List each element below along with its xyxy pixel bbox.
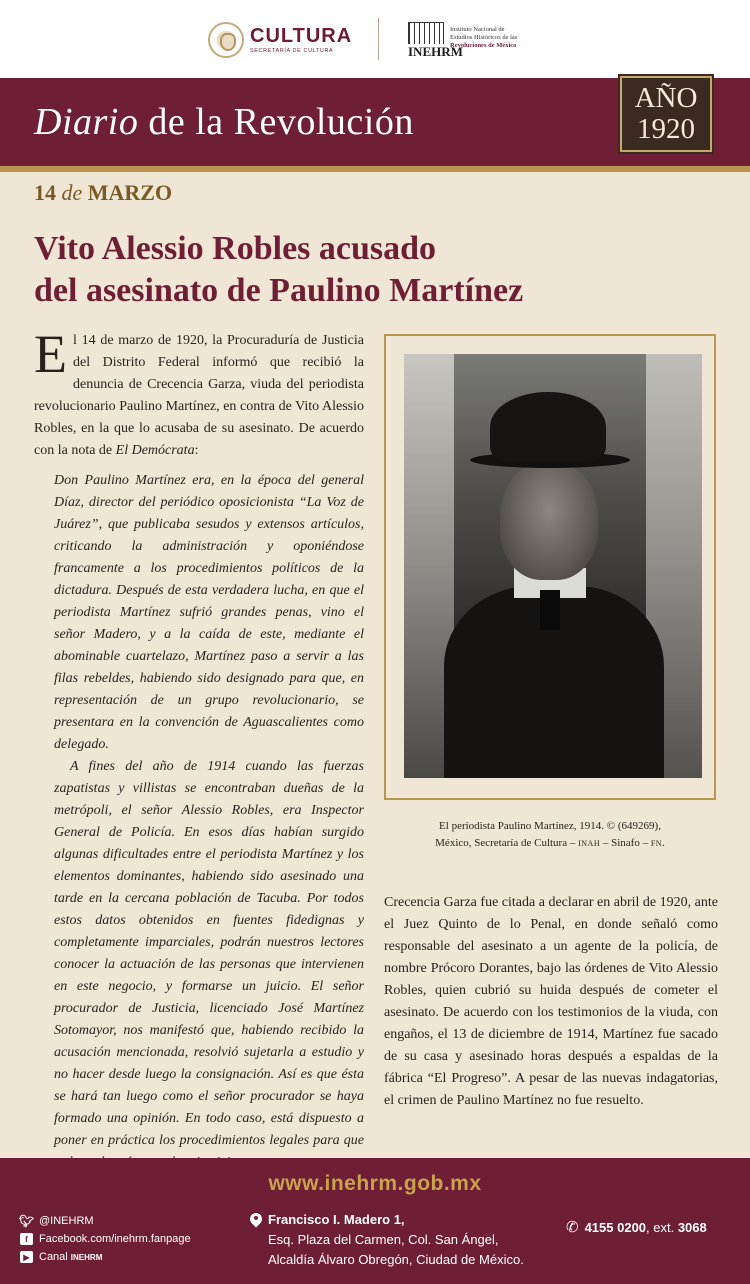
date-line [34,180,172,206]
youtube-channel: INEHRM [70,1253,103,1262]
photo-frame [384,334,716,800]
date-day: 14 [34,180,56,205]
caption-fn: FN [650,839,663,848]
cultura-subtitle: SECRETARÍA DE CULTURA [250,48,334,54]
phone-block[interactable] [566,1218,736,1236]
social-links [20,1212,240,1266]
banner-gold-rule [0,166,750,172]
facebook-url: Facebook.com/inehrm.fanpage [39,1233,191,1245]
phone-number: 4155 0200 [584,1219,647,1235]
twitter-handle: @INEHRM [39,1215,94,1227]
date-month: MARZO [87,180,173,205]
banner-title-italic: Diario [34,101,139,143]
twitter-icon: 🐦︎ [18,1214,35,1228]
youtube-icon: ▶ [20,1251,33,1263]
youtube-link[interactable] [20,1248,240,1266]
banner-title [34,100,414,144]
facebook-link[interactable] [20,1230,240,1248]
left-column [34,324,364,1174]
portrait-photo [404,354,702,778]
headline-line2: del asesinato de Paulino Martínez [34,272,524,309]
year-badge [620,76,712,152]
youtube-label: Canal [39,1251,71,1263]
phone-ext: 3068 [677,1219,707,1235]
mexico-seal-icon [208,22,244,58]
intro-paragraph [34,324,364,462]
inehrm-wordmark: INEHRM [408,44,463,59]
inehrm-description [450,26,560,50]
phone-icon: ✆ [566,1219,579,1236]
address-street: Francisco I. Madero 1, [268,1212,405,1227]
photo-face [500,462,598,580]
year-number: 1920 [637,113,695,145]
building-icon [408,22,444,44]
quote-block [34,470,364,1174]
banner-title-rest: de la Revolución [138,101,414,143]
address-block [250,1210,550,1270]
headline [34,228,724,312]
headline-line1: Vito Alessio Robles acusado [34,230,437,267]
year-word: AÑO [634,82,698,114]
inehrm-logo[interactable] [406,22,556,58]
photo-hat [490,392,606,462]
date-de: de [61,180,83,205]
photo-caption [384,818,716,852]
cultura-logo[interactable] [208,20,352,60]
intro-text: l 14 de marzo de 1920, la Procuraduría de Justicia del Distrito Federal informó que recibió la denuncia de Crecencia Garza, viuda del periodista revolucionario Paulino Martínez, en contra de Vito Alessio Robles, en la que lo acusaba de su asesinato. De acuerdo con la nota de [34,333,364,458]
inehrm-desc-line3: Revoluciones de México [450,42,517,49]
logo-divider [378,18,379,60]
caption-line2 [384,835,716,852]
quote-paragraph-2: A fines del año de 1914 cuando las fuerzas zapatistas y villistas se encontraban dueñas de la metrópoli, el señor Alessio Robles, era Inspector General de Policía. En esos días habían surgido algunas dificultades entre el periodista Martínez y los elementos dominantes, habiendo sido asesinado una tarde en la cercana población de Tacuba. Por todos estos datos obtenidos en fuentes fidedignas y completamente imparciales, podrán nuestros lectores conocer la actuación de las personas que intervienen en este negocio, y formarse un juicio. El señor procurador de Justicia, licenciado José Martínez Sotomayor, nos manifestó que, habiendo recibido la acusación mencionada, resolvió sujetarla a estudio y no hacer desde luego la consignación. Así es que ésta se hará tan luego como el señor procurador se haya formado una opinión. En todo caso, está dispuesto a poner en práctica los procedimientos legales para que [54,759,364,1148]
newspaper-name: El Demócrata [115,443,195,458]
phone-ext-label: , ext. [646,1219,678,1235]
location-pin-icon [250,1213,262,1229]
caption-end: . [662,837,665,849]
top-logo-bar [0,0,750,78]
caption-mid: – Sinafo – [600,837,651,849]
facebook-icon: f [20,1233,33,1245]
cultura-wordmark: CULTURA [250,25,353,47]
address-line3: Alcaldía Álvaro Obregón, Ciudad de México. [268,1252,524,1267]
right-column-paragraph: Crecencia Garza fue citada a declarar en abril de 1920, ante el Juez Quinto de lo Penal, en donde señaló como responsable del asesinato a un agente de la policía, de nombre Prócoro Dorantes, bajo las órdenes de Vito Alessio Robles, quien cubrió su huida después de cometer el asesinato. De acuerdo con los testimonios de la viuda, con engaños, el 13 de diciembre de 1914, Martínez fue sacado de su casa y asesinado horas después a espaldas de la fábrica “El Progreso”. A pesar de las nuevas indagatorias, el crimen de Paulino Martínez no fue resuelto. [384,895,718,1108]
twitter-link[interactable] [20,1212,240,1230]
caption-line2a: México, Secretaría de Cultura – [435,837,579,849]
quote-paragraph-1: Don Paulino Martínez era, en la época del general Díaz, director del periódico oposicionista “La Voz de Juárez”, que publicaba sesudos y extensos artículos, criticando la administración y oponiéndose francamente a los procedimientos políticos de la dictadura. Después de esta verdadera lucha, en que el periodista Martínez sufrió grandes penas, vino el señor Madero, y a la caída de este, mediante el abominable cuartelazo, Martínez paso a servir a las filas rebeldes, habiendo sido designado para que, en representación de un grupo revolucionario, se presentara en la convención de Aguascalientes como delegado. [54,473,364,752]
website-link[interactable]: www.inehrm.gob.mx [268,1172,482,1195]
caption-inah: INAH [578,839,601,848]
caption-line1: El periodista Paulino Martínez, 1914. © (649269), [439,820,661,832]
intro-end: : [194,443,199,458]
inehrm-desc-line2: Estudios Históricos de las [450,34,518,41]
inehrm-desc-line1: Instituto Nacional de [450,26,505,33]
dropcap: E [34,324,67,384]
photo-tie [540,590,560,630]
address-line2: Esq. Plaza del Carmen, Col. San Ángel, [268,1232,499,1247]
